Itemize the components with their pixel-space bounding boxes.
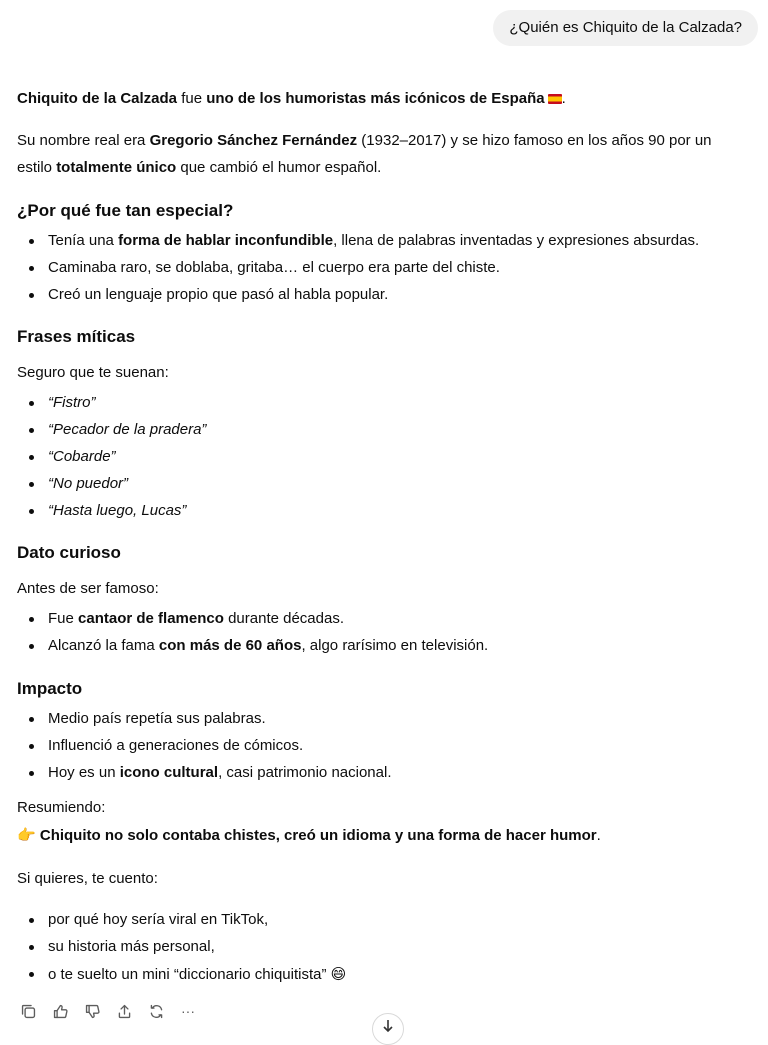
copy-button[interactable] [17,1000,39,1022]
summary-statement: 👉 Chiquito no solo contaba chistes, creó un idioma y una forma de hacer humor. [17,826,601,844]
intro-paragraph-2-line1: Su nombre real era Gregorio Sánchez Fernández (1932–2017) y se hizo famoso en los años 90 por un [17,132,712,149]
scroll-down-button[interactable] [372,1013,404,1045]
summary-lead: Resumiendo: [17,799,106,816]
pointing-hand-icon: 👉 [17,826,36,844]
heading-phrases: Frases míticas [17,327,136,346]
more-icon: ··· [181,1003,195,1019]
share-button[interactable] [113,1000,135,1022]
regenerate-button[interactable] [145,1000,167,1022]
thumbs-up-button[interactable] [49,1000,71,1022]
thumbs-down-icon [84,1003,101,1020]
copy-icon [20,1003,37,1020]
thumbs-up-icon [52,1003,69,1020]
list-item: “No puedor” [17,472,128,496]
list-item: Fue cantaor de flamenco durante décadas. [17,607,344,631]
intro-paragraph: Chiquito de la Calzada fue uno de los humoristas más icónicos de España . [17,90,566,107]
heading-curious: Dato curioso [17,543,121,562]
intro-paragraph-2-line2: estilo totalmente único que cambió el humor español. [17,159,382,176]
more-button[interactable] [177,1000,199,1022]
list-item: Hoy es un icono cultural, casi patrimonio nacional. [17,761,392,785]
list-item: “Cobarde” [17,445,116,469]
regenerate-icon [148,1003,165,1020]
thumbs-down-button[interactable] [81,1000,103,1022]
list-item: “Hasta luego, Lucas” [17,499,186,523]
list-item: Influenció a generaciones de cómicos. [17,734,303,758]
heading-impact: Impacto [17,679,83,698]
list-item: su historia más personal, [17,935,215,959]
heading-special: ¿Por qué fue tan especial? [17,201,234,220]
list-item: o te suelto un mini “diccionario chiquitista” 😄 [17,962,346,987]
list-item: Tenía una forma de hablar inconfundible, llena de palabras inventadas y expresiones absurdas. [17,229,699,253]
smile-emoji-icon: 😄 [330,965,347,983]
offer-lead: Si quieres, te cuento: [17,870,158,887]
list-item: “Pecador de la pradera” [17,418,206,442]
curious-lead: Antes de ser famoso: [17,580,159,597]
list-item: Caminaba raro, se doblaba, gritaba… el cuerpo era parte del chiste. [17,256,500,280]
arrow-down-icon [381,1019,395,1033]
list-item: “Fistro” [17,391,96,415]
list-item: Medio país repetía sus palabras. [17,707,266,731]
phrases-lead: Seguro que te suenan: [17,364,169,381]
spain-flag-icon [548,94,562,104]
list-item: Creó un lenguaje propio que pasó al habla popular. [17,283,388,307]
list-item: Alcanzó la fama con más de 60 años, algo rarísimo en televisión. [17,634,488,658]
share-icon [116,1003,133,1020]
list-item: por qué hoy sería viral en TikTok, [17,908,268,932]
message-actions [17,1000,199,1022]
user-message-bubble: ¿Quién es Chiquito de la Calzada? [493,10,758,46]
